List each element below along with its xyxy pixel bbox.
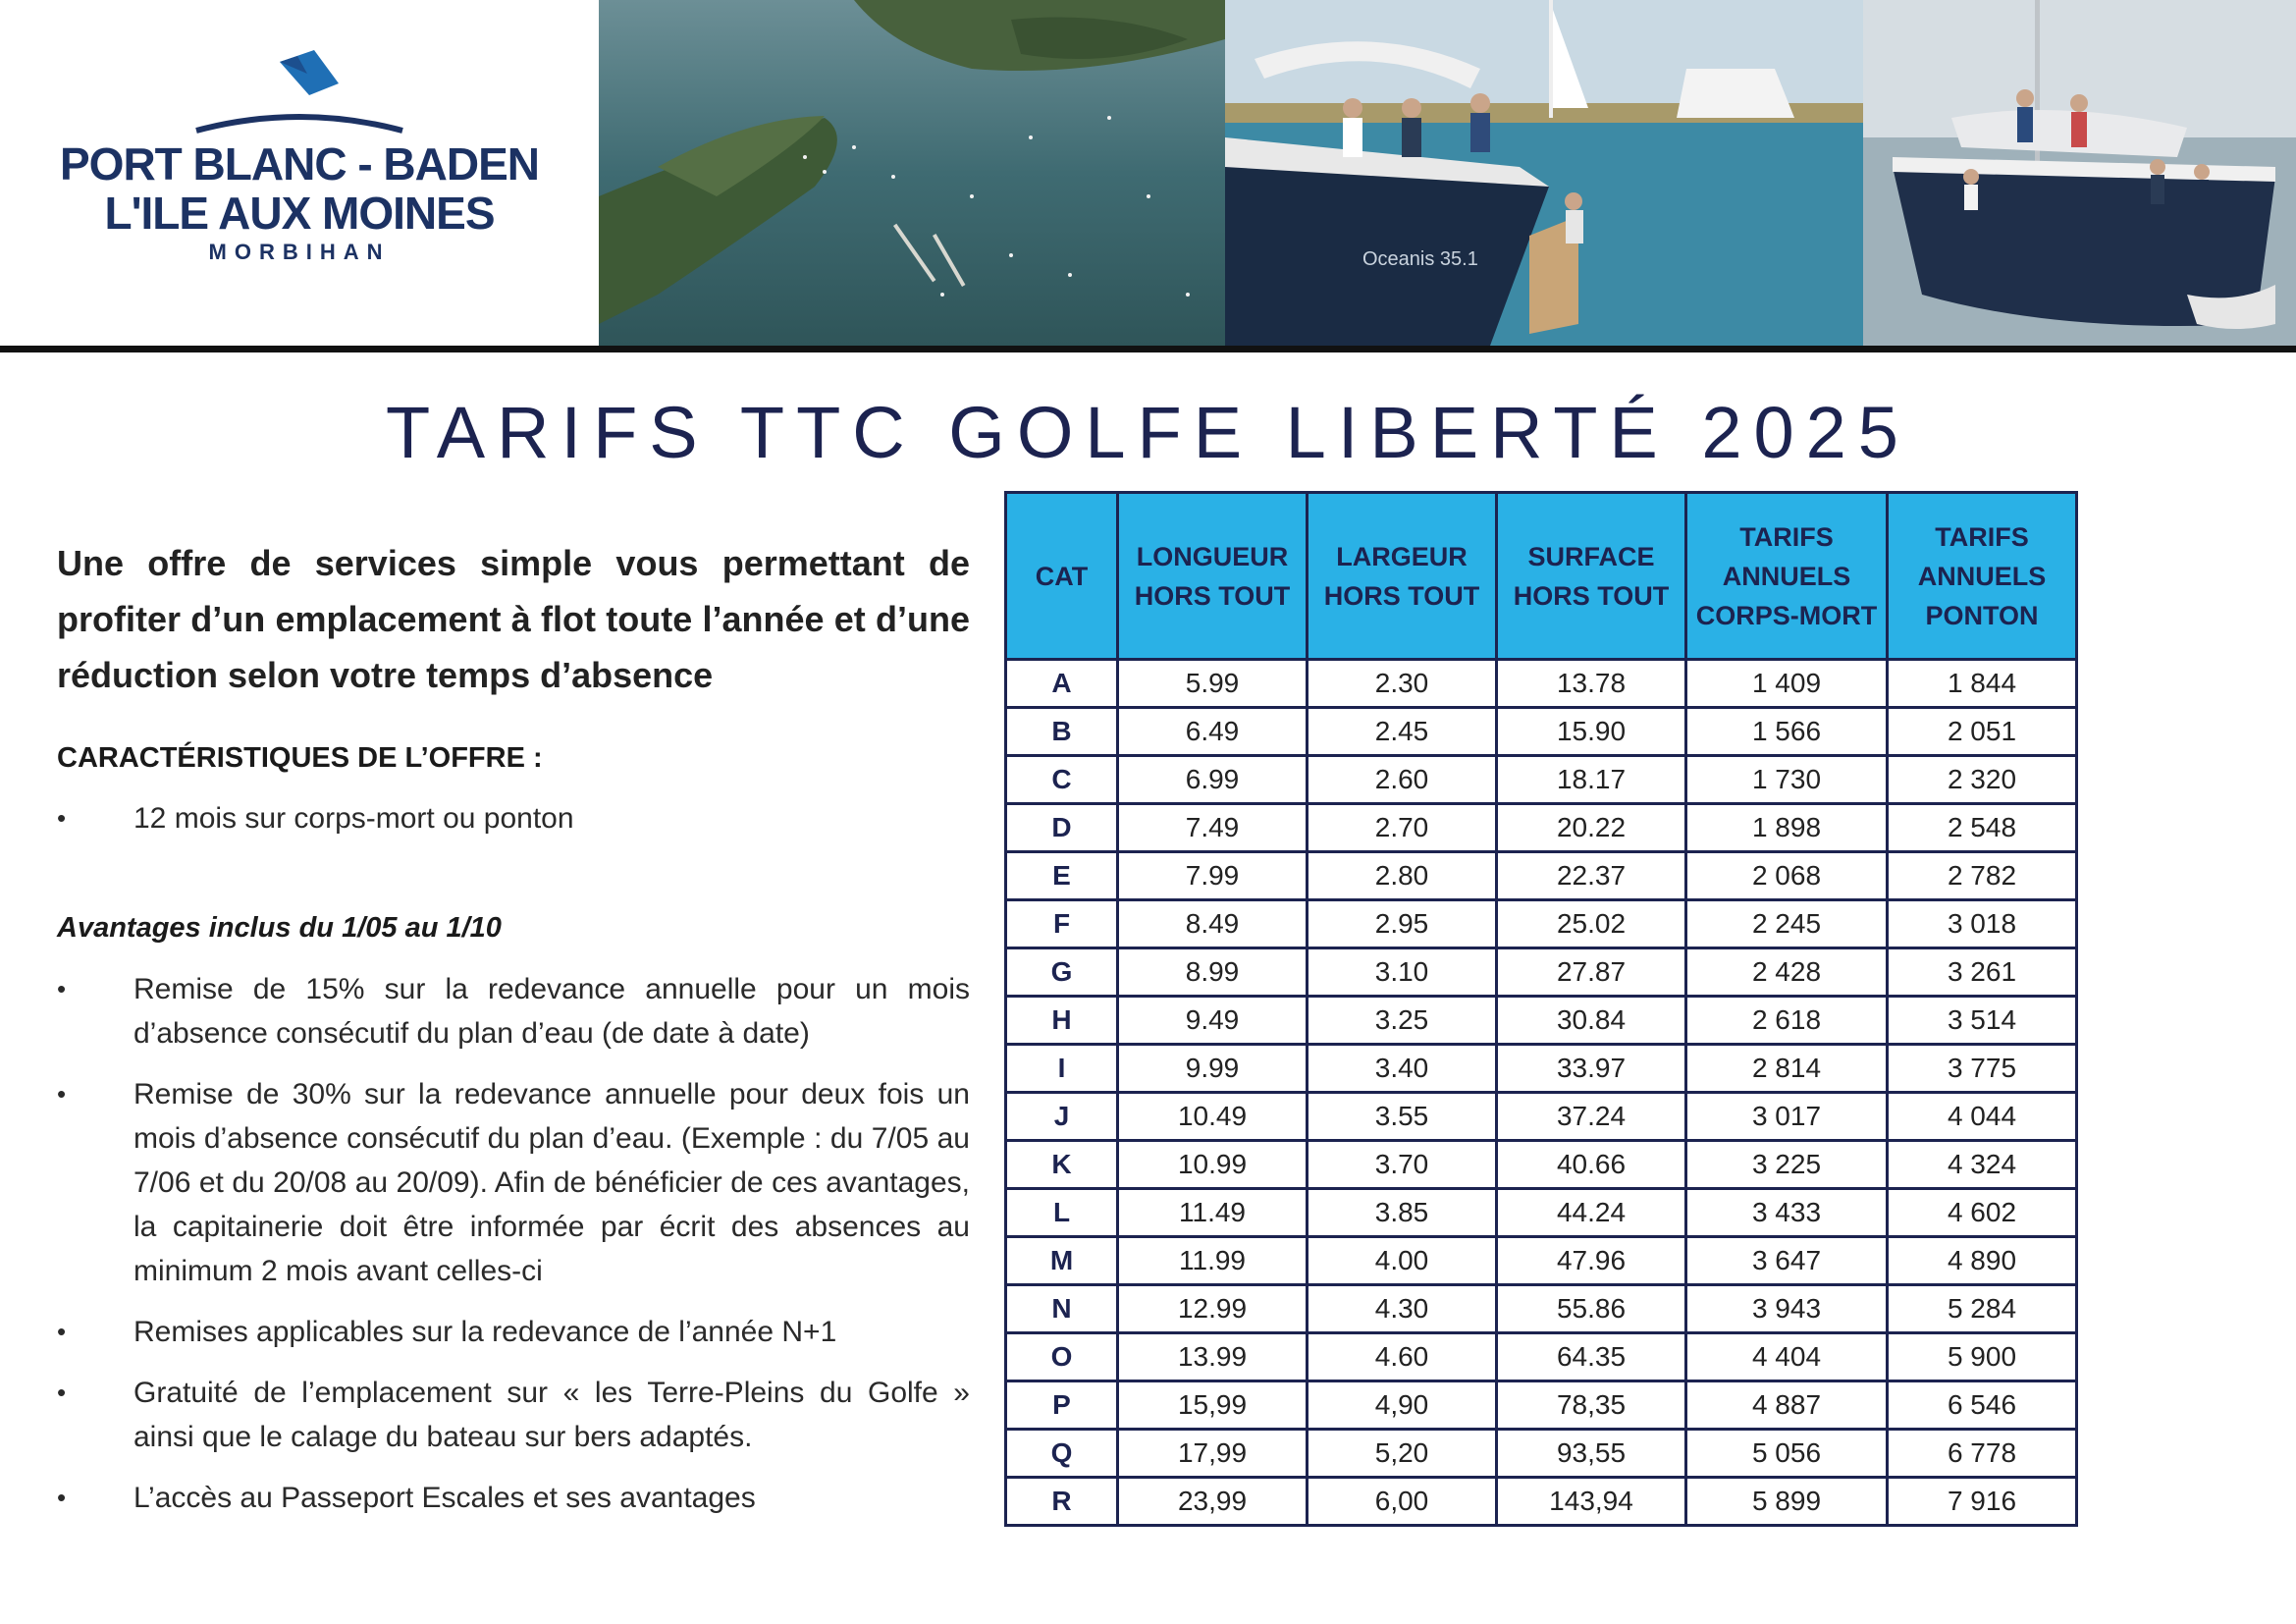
table-row xyxy=(1006,1141,2077,1189)
cell-cat: F xyxy=(1006,900,1118,948)
offer-description xyxy=(57,535,970,1520)
header-tarifs-ponton: TARIFS ANNUELS PONTON xyxy=(1888,493,2077,660)
aerial-harbor-photo xyxy=(599,0,1225,346)
advantages-item: • Remises applicables sur la redevance de l’année N+1 xyxy=(57,1310,970,1354)
cell-largeur: 2.60 xyxy=(1308,756,1497,804)
cell-largeur: 4.60 xyxy=(1308,1333,1497,1381)
advantages-item: • Remise de 30% sur la redevance annuelle pour deux fois un mois d’absence consécutif du plan d’eau. (Exemple : du 7/05 au 7/06 et du 20/08 au 20/09). Afin de bénéficier de ces avantages, la capitainerie doit être informée par écrit des absences au minimum 2 mois avant celles-ci xyxy=(57,1072,970,1293)
table-header-row xyxy=(1006,493,2077,660)
cell-surface: 25.02 xyxy=(1497,900,1686,948)
cell-cat: Q xyxy=(1006,1430,1118,1478)
cell-tarif-ponton: 2 782 xyxy=(1888,852,2077,900)
header-surface: SURFACE HORS TOUT xyxy=(1497,493,1686,660)
cell-tarif-corps-mort: 1 409 xyxy=(1686,660,1888,708)
cell-tarif-corps-mort: 3 225 xyxy=(1686,1141,1888,1189)
table-row xyxy=(1006,948,2077,997)
cell-longueur: 6.99 xyxy=(1118,756,1308,804)
cell-longueur: 5.99 xyxy=(1118,660,1308,708)
cell-surface: 27.87 xyxy=(1497,948,1686,997)
cell-cat: G xyxy=(1006,948,1118,997)
cell-cat: H xyxy=(1006,997,1118,1045)
cell-tarif-corps-mort: 3 647 xyxy=(1686,1237,1888,1285)
logo-line-1: PORT BLANC - BADEN xyxy=(60,138,539,189)
rates-table-body xyxy=(1006,660,2077,1526)
cell-tarif-corps-mort: 2 814 xyxy=(1686,1045,1888,1093)
cell-surface: 143,94 xyxy=(1497,1478,1686,1526)
cell-largeur: 4.30 xyxy=(1308,1285,1497,1333)
cell-largeur: 3.10 xyxy=(1308,948,1497,997)
cell-surface: 93,55 xyxy=(1497,1430,1686,1478)
cell-tarif-ponton: 6 778 xyxy=(1888,1430,2077,1478)
cell-tarif-ponton: 2 320 xyxy=(1888,756,2077,804)
page-title: TARIFS TTC GOLFE LIBERTÉ 2025 xyxy=(386,392,1910,473)
cell-tarif-corps-mort: 1 898 xyxy=(1686,804,1888,852)
advantages-item: • Remise de 15% sur la redevance annuelle pour un mois d’absence consécutif du plan d’eau (de date à date) xyxy=(57,967,970,1056)
table-row xyxy=(1006,804,2077,852)
header-largeur: LARGEUR HORS TOUT xyxy=(1308,493,1497,660)
characteristics-heading: CARACTÉRISTIQUES DE L’OFFRE : xyxy=(57,742,543,774)
table-row xyxy=(1006,900,2077,948)
cell-largeur: 4.00 xyxy=(1308,1237,1497,1285)
cell-longueur: 8.49 xyxy=(1118,900,1308,948)
cell-tarif-ponton: 4 324 xyxy=(1888,1141,2077,1189)
cell-surface: 30.84 xyxy=(1497,997,1686,1045)
cell-tarif-ponton: 2 051 xyxy=(1888,708,2077,756)
cell-longueur: 13.99 xyxy=(1118,1333,1308,1381)
cell-tarif-ponton: 4 602 xyxy=(1888,1189,2077,1237)
cell-cat: M xyxy=(1006,1237,1118,1285)
intro-text: Une offre de services simple vous permettant de profiter d’un emplacement à flot toute l’année et d’une réduction selon votre temps d’absence xyxy=(57,543,970,695)
advantages-list xyxy=(57,967,970,1520)
cell-cat: C xyxy=(1006,756,1118,804)
cell-surface: 13.78 xyxy=(1497,660,1686,708)
cell-tarif-corps-mort: 1 566 xyxy=(1686,708,1888,756)
cell-surface: 64.35 xyxy=(1497,1333,1686,1381)
cell-largeur: 3.25 xyxy=(1308,997,1497,1045)
advantages-heading: Avantages inclus du 1/05 au 1/10 xyxy=(57,912,502,944)
cell-tarif-corps-mort: 1 730 xyxy=(1686,756,1888,804)
cell-tarif-corps-mort: 3 433 xyxy=(1686,1189,1888,1237)
cell-longueur: 12.99 xyxy=(1118,1285,1308,1333)
cell-largeur: 3.70 xyxy=(1308,1141,1497,1189)
table-row xyxy=(1006,1333,2077,1381)
cell-longueur: 23,99 xyxy=(1118,1478,1308,1526)
cell-tarif-ponton: 4 044 xyxy=(1888,1093,2077,1141)
table-row xyxy=(1006,1381,2077,1430)
cell-tarif-ponton: 7 916 xyxy=(1888,1478,2077,1526)
cell-surface: 22.37 xyxy=(1497,852,1686,900)
rates-table xyxy=(1004,491,2078,1527)
port-logo xyxy=(0,0,599,346)
cell-largeur: 2.80 xyxy=(1308,852,1497,900)
sailboat-crew-photo xyxy=(1863,0,2296,346)
cell-tarif-corps-mort: 3 943 xyxy=(1686,1285,1888,1333)
table-row xyxy=(1006,1285,2077,1333)
cell-tarif-corps-mort: 3 017 xyxy=(1686,1093,1888,1141)
cell-largeur: 3.40 xyxy=(1308,1045,1497,1093)
characteristics-item: • 12 mois sur corps-mort ou ponton xyxy=(57,796,970,840)
advantages-item: • Gratuité de l’emplacement sur « les Terre-Pleins du Golfe » ainsi que le calage du bateau sur bers adaptés. xyxy=(57,1371,970,1459)
cell-cat: N xyxy=(1006,1285,1118,1333)
cell-largeur: 5,20 xyxy=(1308,1430,1497,1478)
sail-flag-icon xyxy=(191,44,407,137)
cell-cat: L xyxy=(1006,1189,1118,1237)
table-row xyxy=(1006,1237,2077,1285)
cell-surface: 37.24 xyxy=(1497,1093,1686,1141)
cell-tarif-corps-mort: 4 404 xyxy=(1686,1333,1888,1381)
cell-longueur: 17,99 xyxy=(1118,1430,1308,1478)
cell-largeur: 3.85 xyxy=(1308,1189,1497,1237)
header-cat: CAT xyxy=(1006,493,1118,660)
cell-longueur: 10.49 xyxy=(1118,1093,1308,1141)
cell-tarif-ponton: 3 018 xyxy=(1888,900,2077,948)
cell-largeur: 4,90 xyxy=(1308,1381,1497,1430)
cell-tarif-ponton: 3 775 xyxy=(1888,1045,2077,1093)
cell-longueur: 9.99 xyxy=(1118,1045,1308,1093)
cell-longueur: 7.99 xyxy=(1118,852,1308,900)
cell-surface: 18.17 xyxy=(1497,756,1686,804)
cell-tarif-corps-mort: 2 618 xyxy=(1686,997,1888,1045)
cell-cat: K xyxy=(1006,1141,1118,1189)
cell-longueur: 7.49 xyxy=(1118,804,1308,852)
cell-cat: R xyxy=(1006,1478,1118,1526)
cell-surface: 78,35 xyxy=(1497,1381,1686,1430)
cell-longueur: 6.49 xyxy=(1118,708,1308,756)
cell-longueur: 11.49 xyxy=(1118,1189,1308,1237)
cell-surface: 40.66 xyxy=(1497,1141,1686,1189)
cell-tarif-corps-mort: 2 245 xyxy=(1686,900,1888,948)
cell-largeur: 2.45 xyxy=(1308,708,1497,756)
cell-tarif-ponton: 4 890 xyxy=(1888,1237,2077,1285)
cell-cat: B xyxy=(1006,708,1118,756)
cell-cat: A xyxy=(1006,660,1118,708)
table-row xyxy=(1006,852,2077,900)
table-row xyxy=(1006,1045,2077,1093)
cell-cat: E xyxy=(1006,852,1118,900)
table-row xyxy=(1006,1478,2077,1526)
cell-surface: 33.97 xyxy=(1497,1045,1686,1093)
header-longueur: LONGUEUR HORS TOUT xyxy=(1118,493,1308,660)
header-tarifs-corps-mort: TARIFS ANNUELS CORPS-MORT xyxy=(1686,493,1888,660)
cell-longueur: 10.99 xyxy=(1118,1141,1308,1189)
cell-surface: 20.22 xyxy=(1497,804,1686,852)
cell-largeur: 2.30 xyxy=(1308,660,1497,708)
cell-largeur: 2.95 xyxy=(1308,900,1497,948)
cell-longueur: 8.99 xyxy=(1118,948,1308,997)
boat-hull-text: Oceanis 35.1 xyxy=(1362,248,1478,270)
cell-surface: 15.90 xyxy=(1497,708,1686,756)
cell-surface: 55.86 xyxy=(1497,1285,1686,1333)
cell-tarif-ponton: 3 261 xyxy=(1888,948,2077,997)
cell-cat: P xyxy=(1006,1381,1118,1430)
table-row xyxy=(1006,708,2077,756)
cell-cat: J xyxy=(1006,1093,1118,1141)
table-row xyxy=(1006,756,2077,804)
cell-cat: I xyxy=(1006,1045,1118,1093)
cell-tarif-corps-mort: 2 428 xyxy=(1686,948,1888,997)
table-row xyxy=(1006,660,2077,708)
advantages-item: • L’accès au Passeport Escales et ses avantages xyxy=(57,1476,970,1520)
cell-tarif-ponton: 5 284 xyxy=(1888,1285,2077,1333)
cell-tarif-ponton: 2 548 xyxy=(1888,804,2077,852)
cell-longueur: 11.99 xyxy=(1118,1237,1308,1285)
cell-longueur: 15,99 xyxy=(1118,1381,1308,1430)
sailboat-deck-photo xyxy=(1225,0,1863,346)
cell-largeur: 3.55 xyxy=(1308,1093,1497,1141)
table-row xyxy=(1006,1430,2077,1478)
cell-tarif-corps-mort: 5 899 xyxy=(1686,1478,1888,1526)
characteristics-list xyxy=(57,796,970,840)
cell-tarif-ponton: 5 900 xyxy=(1888,1333,2077,1381)
header-divider xyxy=(0,346,2296,352)
cell-tarif-corps-mort: 5 056 xyxy=(1686,1430,1888,1478)
logo-line-2: L'ILE AUX MOINES xyxy=(104,188,495,239)
cell-largeur: 6,00 xyxy=(1308,1478,1497,1526)
header-banner xyxy=(0,0,2296,346)
table-row xyxy=(1006,1189,2077,1237)
cell-tarif-corps-mort: 4 887 xyxy=(1686,1381,1888,1430)
logo-line-3: MORBIHAN xyxy=(208,240,391,264)
cell-tarif-corps-mort: 2 068 xyxy=(1686,852,1888,900)
cell-surface: 47.96 xyxy=(1497,1237,1686,1285)
cell-cat: O xyxy=(1006,1333,1118,1381)
table-row xyxy=(1006,997,2077,1045)
cell-tarif-ponton: 6 546 xyxy=(1888,1381,2077,1430)
cell-tarif-ponton: 1 844 xyxy=(1888,660,2077,708)
cell-surface: 44.24 xyxy=(1497,1189,1686,1237)
cell-tarif-ponton: 3 514 xyxy=(1888,997,2077,1045)
table-row xyxy=(1006,1093,2077,1141)
cell-cat: D xyxy=(1006,804,1118,852)
cell-longueur: 9.49 xyxy=(1118,997,1308,1045)
cell-largeur: 2.70 xyxy=(1308,804,1497,852)
